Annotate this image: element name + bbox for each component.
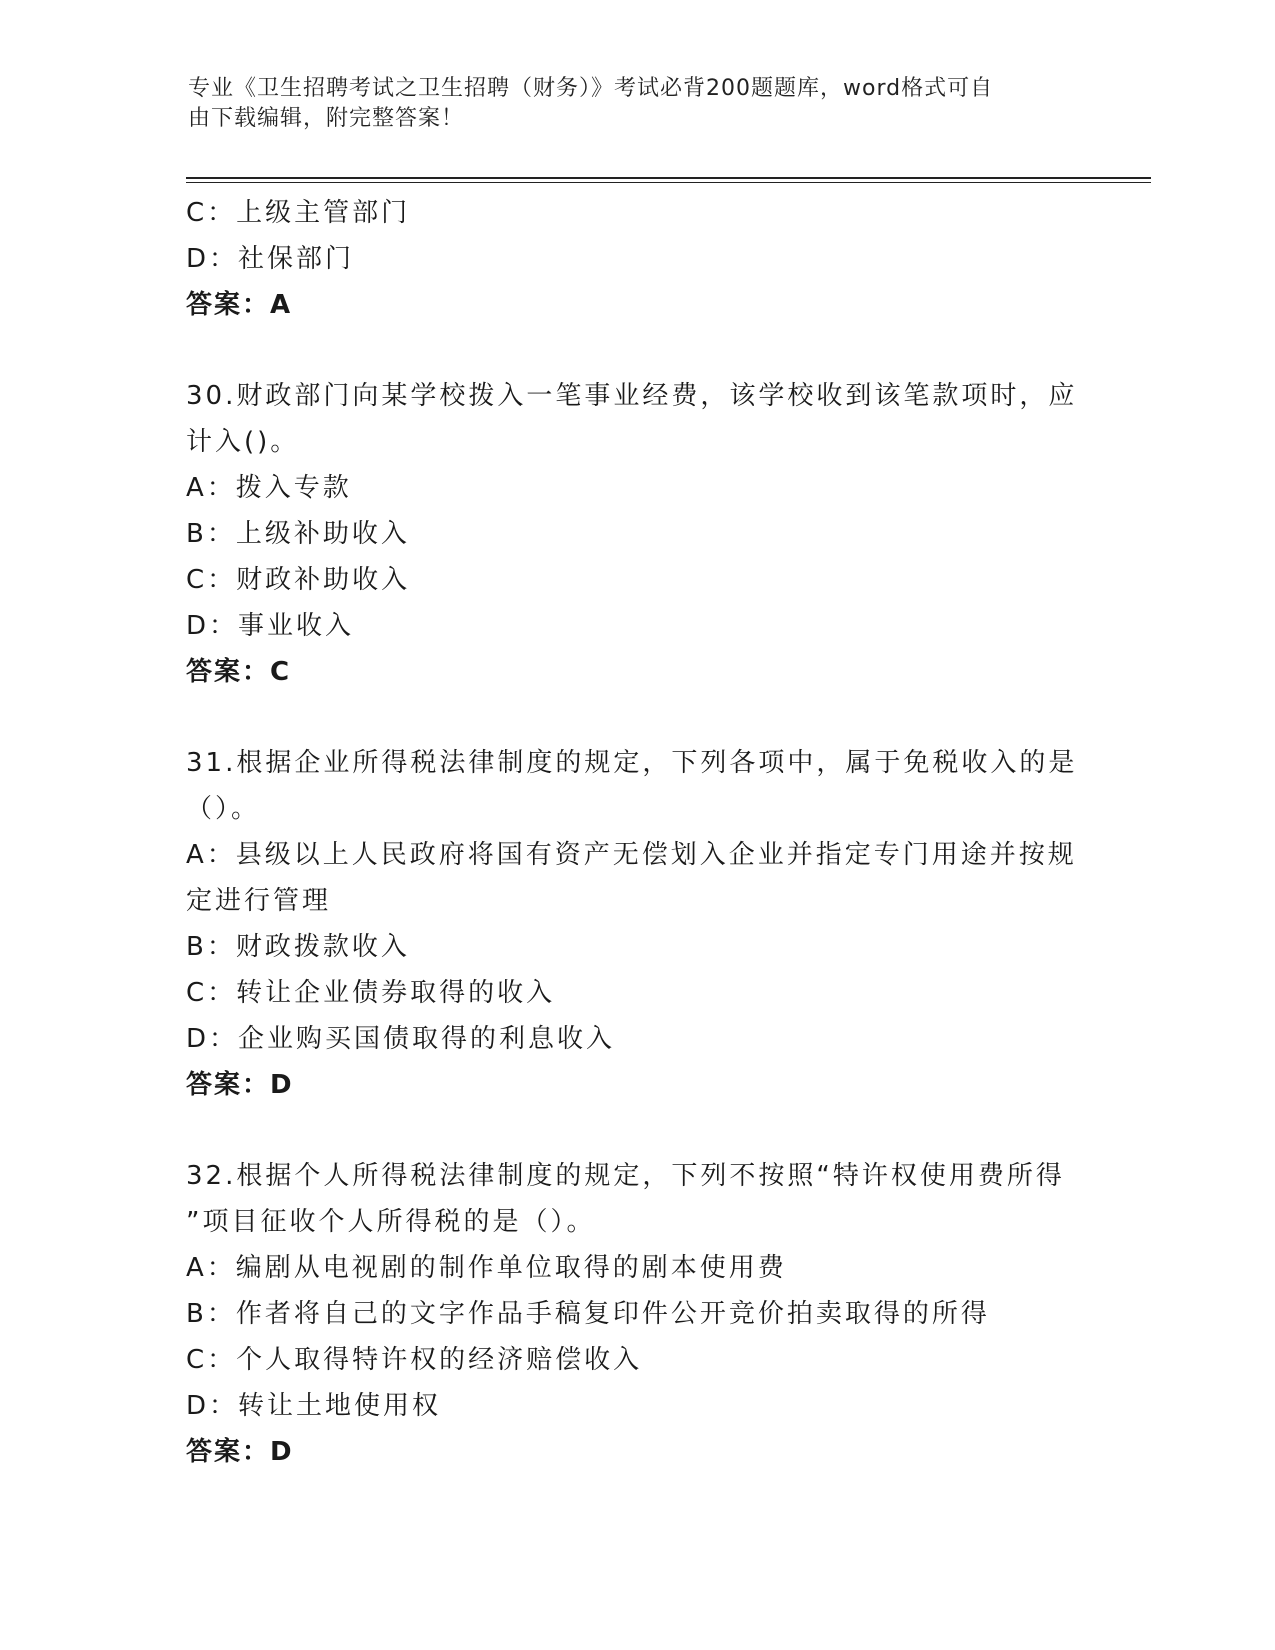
option-b: B：上级补助收入: [186, 519, 410, 549]
option-c: C：上级主管部门: [186, 198, 411, 228]
answer: 答案：A: [186, 290, 293, 320]
question-stem-cont: 计入()。: [186, 427, 300, 457]
option-a-cont: 定进行管理: [186, 886, 332, 916]
question-stem: 31.根据企业所得税法律制度的规定，下列各项中，属于免税收入的是: [186, 748, 1078, 778]
option-d: D：社保部门: [186, 244, 355, 274]
answer: 答案：D: [186, 1437, 294, 1467]
spacer: [186, 695, 1086, 740]
option-c: C：财政补助收入: [186, 565, 411, 595]
option-d: D：事业收入: [186, 611, 355, 641]
question-stem-cont: ”项目征收个人所得税的是（）。: [186, 1207, 596, 1237]
spacer: [186, 328, 1086, 373]
option-b: B：作者将自己的文字作品手稿复印件公开竞价拍卖取得的所得: [186, 1299, 990, 1329]
header-rule-thin: [186, 182, 1151, 183]
option-d: D：转让土地使用权: [186, 1391, 442, 1421]
question-list: [186, 190, 1086, 1475]
option-c: C：个人取得特许权的经济赔偿收入: [186, 1345, 643, 1375]
answer: 答案：C: [186, 657, 292, 687]
question-stem: 30.财政部门向某学校拨入一笔事业经费，该学校收到该笔款项时，应: [186, 381, 1078, 411]
option-d: D：企业购买国债取得的利息收入: [186, 1024, 616, 1054]
question-29-tail: [186, 190, 1086, 328]
spacer: [186, 1108, 1086, 1153]
header-line-1: 专业《卫生招聘考试之卫生招聘（财务）》考试必背200题题库，word格式可自: [188, 76, 994, 101]
option-a: A：编剧从电视剧的制作单位取得的剧本使用费: [186, 1253, 787, 1283]
header-line-2: 由下载编辑，附完整答案！: [188, 106, 465, 131]
answer: 答案：D: [186, 1070, 294, 1100]
question-stem: 32.根据个人所得税法律制度的规定，下列不按照“特许权使用费所得: [186, 1161, 1065, 1191]
question-stem-cont: （）。: [186, 794, 261, 824]
question-32: [186, 1153, 1086, 1475]
option-b: B：财政拨款收入: [186, 932, 410, 962]
option-c: C：转让企业债券取得的收入: [186, 978, 556, 1008]
question-30: [186, 373, 1086, 695]
option-a: A：拨入专款: [186, 473, 352, 503]
option-a: A：县级以上人民政府将国有资产无偿划入企业并指定专门用途并按规: [186, 840, 1077, 870]
page-header: [188, 74, 1068, 134]
question-31: [186, 740, 1086, 1108]
header-rule-thick: [186, 177, 1151, 179]
